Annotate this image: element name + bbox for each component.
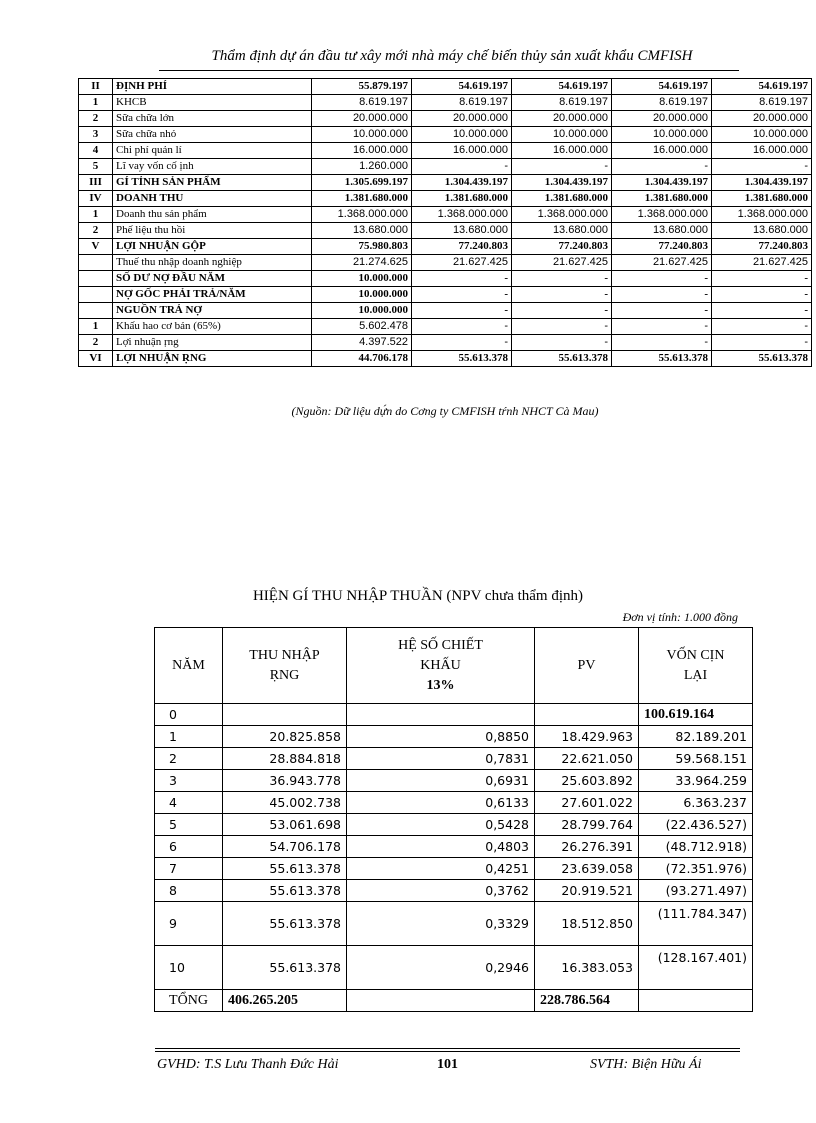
net-income-cell: 55.613.378 (223, 946, 347, 990)
remaining-capital-cell: 33.964.259 (639, 770, 753, 792)
year-cell: 2 (155, 748, 223, 770)
row-value: - (512, 287, 612, 303)
row-value: 55.613.378 (512, 351, 612, 367)
row-value: - (612, 335, 712, 351)
row-value: 55.613.378 (712, 351, 812, 367)
row-value: - (412, 319, 512, 335)
row-label: Sữa chữa lớn (113, 111, 312, 127)
row-value: - (412, 159, 512, 175)
row-index (79, 255, 113, 271)
remaining-capital-cell: (128.167.401) (639, 946, 753, 990)
row-value: 1.381.680.000 (512, 191, 612, 207)
col-header-heso-line3: 13% (426, 677, 455, 693)
col-header-thu-nhap-line2: ṚNG (269, 667, 300, 683)
remaining-capital-cell: (93.271.497) (639, 880, 753, 902)
row-value: 21.627.425 (412, 255, 512, 271)
discount-factor-cell: 0,6931 (347, 770, 535, 792)
year-cell: 4 (155, 792, 223, 814)
row-index: 1 (79, 95, 113, 111)
pv-cell: 23.639.058 (535, 858, 639, 880)
table-row (79, 95, 812, 111)
row-index: 2 (79, 111, 113, 127)
col-header-pv: PV (535, 628, 639, 704)
row-index: V (79, 239, 113, 255)
row-label: DOANH THU (113, 191, 312, 207)
row-index (79, 271, 113, 287)
row-value: 8.619.197 (512, 95, 612, 111)
row-label: KHCB (113, 95, 312, 111)
row-value: 75.980.803 (312, 239, 412, 255)
row-label: Chi phí quản lí (113, 143, 312, 159)
row-label: Lợi nhuận ṛng (113, 335, 312, 351)
row-value: - (412, 271, 512, 287)
row-value: 10.000.000 (712, 127, 812, 143)
table-row (155, 880, 753, 902)
net-income-cell: 55.613.378 (223, 858, 347, 880)
row-value: 77.240.803 (412, 239, 512, 255)
row-index: 2 (79, 335, 113, 351)
row-value: 44.706.178 (312, 351, 412, 367)
row-value: 21.627.425 (512, 255, 612, 271)
footer-rule-secondary (155, 1051, 740, 1052)
total-thu-nhap: 406.265.205 (223, 990, 347, 1012)
net-income-cell: 54.706.178 (223, 836, 347, 858)
row-label: Sữa chữa nhỏ (113, 127, 312, 143)
row-value: 1.304.439.197 (412, 175, 512, 191)
table-row (79, 127, 812, 143)
table-row (79, 159, 812, 175)
pv-cell: 18.429.963 (535, 726, 639, 748)
year-cell: 1 (155, 726, 223, 748)
remaining-capital-cell: 100.619.164 (639, 704, 753, 726)
footer-advisor: GVHD: T.S Lưu Thanh Đức Hải (157, 1057, 339, 1072)
table-row (155, 814, 753, 836)
table-row (155, 726, 753, 748)
row-value: - (512, 159, 612, 175)
total-pv: 228.786.564 (535, 990, 639, 1012)
table-row (155, 836, 753, 858)
row-value: - (612, 303, 712, 319)
row-value: - (612, 271, 712, 287)
discount-factor-cell: 0,7831 (347, 748, 535, 770)
year-cell: 3 (155, 770, 223, 792)
discount-factor-cell: 0,3329 (347, 902, 535, 946)
row-value: 1.381.680.000 (712, 191, 812, 207)
net-income-cell: 53.061.698 (223, 814, 347, 836)
net-income-cell: 55.613.378 (223, 902, 347, 946)
row-index: 2 (79, 223, 113, 239)
row-label: Thuế thu nhập doanh nghiệp (113, 255, 312, 271)
row-value: - (612, 159, 712, 175)
row-value: 54.619.197 (712, 79, 812, 95)
footer-rule (155, 1048, 740, 1049)
discount-factor-cell: 0,5428 (347, 814, 535, 836)
year-cell: 10 (155, 946, 223, 990)
row-value: 10.000.000 (312, 287, 412, 303)
row-value: 10.000.000 (612, 127, 712, 143)
year-cell: 8 (155, 880, 223, 902)
total-heso (347, 990, 535, 1012)
row-index: II (79, 79, 113, 95)
row-value: 21.627.425 (712, 255, 812, 271)
year-cell: 0 (155, 704, 223, 726)
row-value: 1.368.000.000 (312, 207, 412, 223)
pv-cell: 27.601.022 (535, 792, 639, 814)
row-label: LỢI NHUẬN GỘP (113, 239, 312, 255)
table-row (79, 191, 812, 207)
row-value: - (512, 319, 612, 335)
table-row (79, 351, 812, 367)
discount-factor-cell: 0,2946 (347, 946, 535, 990)
year-cell: 5 (155, 814, 223, 836)
row-value: 20.000.000 (512, 111, 612, 127)
row-label: NỢ GỐC PHẢI TRẢ/NĂM (113, 287, 312, 303)
row-value: 54.619.197 (612, 79, 712, 95)
table-row (79, 79, 812, 95)
footer-student: SVTH: Biện Hữu Ái (590, 1057, 702, 1072)
row-value: 54.619.197 (512, 79, 612, 95)
row-value: 10.000.000 (312, 127, 412, 143)
row-label: Phế liệu thu hồi (113, 223, 312, 239)
row-value: 13.680.000 (412, 223, 512, 239)
row-value: 13.680.000 (712, 223, 812, 239)
row-label: Lĩ vay vốn cố ịnh (113, 159, 312, 175)
row-value: 1.304.439.197 (612, 175, 712, 191)
row-value: 10.000.000 (412, 127, 512, 143)
row-value: - (712, 319, 812, 335)
pv-cell: 26.276.391 (535, 836, 639, 858)
row-value: 8.619.197 (412, 95, 512, 111)
table-row (79, 239, 812, 255)
total-von (639, 990, 753, 1012)
remaining-capital-cell: (22.436.527) (639, 814, 753, 836)
header-rule (159, 70, 739, 71)
page-number: 101 (437, 1057, 458, 1072)
npv-table (154, 627, 753, 1012)
row-value: 1.368.000.000 (512, 207, 612, 223)
row-index: 1 (79, 207, 113, 223)
discount-factor-cell: 0,4803 (347, 836, 535, 858)
col-header-thu-nhap (223, 628, 347, 704)
row-value: 55.879.197 (312, 79, 412, 95)
remaining-capital-cell: 6.363.237 (639, 792, 753, 814)
row-value: 21.627.425 (612, 255, 712, 271)
table-row (155, 770, 753, 792)
table-row (79, 207, 812, 223)
unit-note: Đơn vị tính: 1.000 đồng (622, 610, 738, 624)
row-index (79, 287, 113, 303)
row-value: 20.000.000 (712, 111, 812, 127)
table-row (79, 175, 812, 191)
row-value: 54.619.197 (412, 79, 512, 95)
row-value: 1.368.000.000 (412, 207, 512, 223)
pv-cell: 16.383.053 (535, 946, 639, 990)
table-row (79, 319, 812, 335)
pv-cell: 20.919.521 (535, 880, 639, 902)
row-value: 4.397.522 (312, 335, 412, 351)
row-index: III (79, 175, 113, 191)
row-value: 1.381.680.000 (412, 191, 512, 207)
table-row (79, 223, 812, 239)
table-row (79, 255, 812, 271)
row-value: - (712, 303, 812, 319)
row-index (79, 303, 113, 319)
row-index: 4 (79, 143, 113, 159)
row-value: 1.381.680.000 (312, 191, 412, 207)
row-value: 1.368.000.000 (612, 207, 712, 223)
net-income-cell: 20.825.858 (223, 726, 347, 748)
row-value: 16.000.000 (412, 143, 512, 159)
col-header-nam: NĂM (155, 628, 223, 704)
row-value: 10.000.000 (512, 127, 612, 143)
table-row (79, 303, 812, 319)
row-value: - (712, 271, 812, 287)
row-value: 5.602.478 (312, 319, 412, 335)
net-income-cell (223, 704, 347, 726)
row-label: ĐỊNH PHÍ (113, 79, 312, 95)
row-label: Khấu hao cơ bản (65%) (113, 319, 312, 335)
row-label: Doanh thu sản phẩm (113, 207, 312, 223)
table-row (79, 143, 812, 159)
pv-cell: 25.603.892 (535, 770, 639, 792)
source-note: (Nguồn: Dữ liệu dự́n do Cơng ty CMFISH tŕnh NHCT Cà Mau) (291, 404, 599, 418)
row-value: 21.274.625 (312, 255, 412, 271)
income-table (78, 78, 812, 367)
year-cell: 9 (155, 902, 223, 946)
row-value: - (512, 303, 612, 319)
discount-factor-cell: 0,3762 (347, 880, 535, 902)
npv-table-title: HIỆN GÍ THU NHẬP THUẦN (NPV chưa thẩm định) (252, 588, 584, 604)
row-value: 55.613.378 (612, 351, 712, 367)
row-value: 1.304.439.197 (712, 175, 812, 191)
row-value: 1.260.000 (312, 159, 412, 175)
row-value: - (612, 287, 712, 303)
row-value: 10.000.000 (312, 303, 412, 319)
row-index: 1 (79, 319, 113, 335)
row-value: 1.368.000.000 (712, 207, 812, 223)
remaining-capital-cell: 82.189.201 (639, 726, 753, 748)
net-income-cell: 28.884.818 (223, 748, 347, 770)
row-value: 13.680.000 (312, 223, 412, 239)
col-header-von (639, 628, 753, 704)
row-value: 77.240.803 (512, 239, 612, 255)
row-label: GÍ TỈNH SẢN PHẨM (113, 175, 312, 191)
pv-cell (535, 704, 639, 726)
col-header-heso-line2: KHẤU (420, 657, 461, 673)
net-income-cell: 45.002.738 (223, 792, 347, 814)
row-value: 8.619.197 (712, 95, 812, 111)
row-index: 5 (79, 159, 113, 175)
net-income-cell: 36.943.778 (223, 770, 347, 792)
year-cell: 6 (155, 836, 223, 858)
table-row (155, 704, 753, 726)
year-cell: 7 (155, 858, 223, 880)
row-value: 13.680.000 (612, 223, 712, 239)
col-header-thu-nhap-line1: THU NHẬP (249, 647, 320, 663)
col-header-von-line2: LẠI (683, 667, 708, 683)
table-row (155, 858, 753, 880)
row-value: 20.000.000 (612, 111, 712, 127)
row-value: 1.305.699.197 (312, 175, 412, 191)
table-row (79, 271, 812, 287)
table-row (155, 792, 753, 814)
row-value: - (512, 271, 612, 287)
discount-factor-cell: 0,8850 (347, 726, 535, 748)
row-index: IV (79, 191, 113, 207)
row-value: - (512, 335, 612, 351)
row-value: 16.000.000 (312, 143, 412, 159)
row-value: - (612, 319, 712, 335)
row-value: - (412, 303, 512, 319)
row-value: 16.000.000 (712, 143, 812, 159)
pv-cell: 18.512.850 (535, 902, 639, 946)
row-value: 8.619.197 (612, 95, 712, 111)
row-value: 16.000.000 (612, 143, 712, 159)
row-value: 1.381.680.000 (612, 191, 712, 207)
row-label: SỐ DƯ NỢ ĐẦU NĂM (113, 271, 312, 287)
row-value: - (712, 159, 812, 175)
row-index: 3 (79, 127, 113, 143)
page-header-title: Thẩm định dự án đầu tư xây mới nhà máy chế biến thủy sản xuất khẩu CMFISH (211, 48, 693, 64)
row-value: 55.613.378 (412, 351, 512, 367)
pv-cell: 22.621.050 (535, 748, 639, 770)
discount-factor-cell (347, 704, 535, 726)
row-value: - (412, 287, 512, 303)
table-row (79, 111, 812, 127)
row-value: 20.000.000 (412, 111, 512, 127)
table-row (155, 748, 753, 770)
col-header-heso-line1: HỆ SỐ CHIẾT (398, 637, 483, 653)
row-value: 1.304.439.197 (512, 175, 612, 191)
row-label: NGUỒN TRẢ NỢ (113, 303, 312, 319)
remaining-capital-cell: 59.568.151 (639, 748, 753, 770)
table-row (79, 287, 812, 303)
row-value: 10.000.000 (312, 271, 412, 287)
net-income-cell: 55.613.378 (223, 880, 347, 902)
row-value: 77.240.803 (612, 239, 712, 255)
row-value: 16.000.000 (512, 143, 612, 159)
total-label: TỔNG (155, 990, 223, 1012)
row-value: - (712, 335, 812, 351)
remaining-capital-cell: (48.712.918) (639, 836, 753, 858)
row-value: 8.619.197 (312, 95, 412, 111)
row-value: 13.680.000 (512, 223, 612, 239)
row-index: VI (79, 351, 113, 367)
table-row (79, 335, 812, 351)
row-value: - (412, 335, 512, 351)
discount-factor-cell: 0,6133 (347, 792, 535, 814)
row-value: 20.000.000 (312, 111, 412, 127)
table-row (155, 902, 753, 946)
discount-factor-cell: 0,4251 (347, 858, 535, 880)
row-label: LỢI NHUẬN ṚNG (113, 351, 312, 367)
row-value: - (712, 287, 812, 303)
col-header-heso (347, 628, 535, 704)
remaining-capital-cell: (111.784.347) (639, 902, 753, 946)
row-value: 77.240.803 (712, 239, 812, 255)
remaining-capital-cell: (72.351.976) (639, 858, 753, 880)
table-row (155, 946, 753, 990)
pv-cell: 28.799.764 (535, 814, 639, 836)
col-header-von-line1: VỐN CỊN (666, 647, 725, 663)
